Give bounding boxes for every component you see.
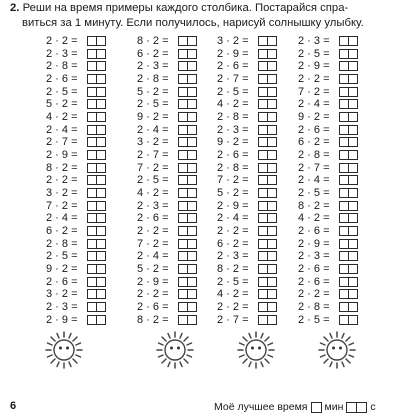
answer-box[interactable] — [258, 289, 268, 299]
answer-box[interactable] — [178, 201, 188, 211]
task-line-2: виться за 1 минуту. Если получилось, нарисуй солнышку улыбку. — [22, 17, 364, 29]
answer-box[interactable] — [87, 289, 97, 299]
answer-box[interactable] — [268, 264, 277, 274]
answer-box[interactable] — [188, 99, 197, 109]
example-expression: 6 · 2 = — [137, 47, 169, 60]
answer-box[interactable] — [178, 125, 188, 135]
answer-box[interactable] — [188, 74, 197, 84]
answer-box[interactable] — [258, 125, 268, 135]
answer-box[interactable] — [258, 251, 268, 261]
example-expression: 8 · 2 = — [137, 35, 169, 47]
answer-box[interactable] — [97, 36, 106, 46]
answer-box[interactable] — [258, 74, 268, 84]
answer-box[interactable] — [258, 302, 268, 312]
answer-box[interactable] — [268, 226, 277, 236]
answer-box[interactable] — [188, 302, 197, 312]
answer-box[interactable] — [97, 201, 106, 211]
answer-box[interactable] — [178, 226, 188, 236]
answer-box[interactable] — [97, 99, 106, 109]
answer-box[interactable] — [268, 201, 277, 211]
answer-box[interactable] — [339, 264, 349, 274]
example-expression: 2 · 6 = — [137, 301, 169, 314]
answer-box[interactable] — [87, 175, 97, 185]
page-number: 6 — [10, 400, 17, 412]
answer-box[interactable] — [268, 36, 277, 46]
answer-box[interactable] — [188, 61, 197, 71]
answer-box[interactable] — [258, 315, 268, 325]
answer-box[interactable] — [87, 49, 97, 59]
task-text — [10, 1, 414, 31]
example-expression: 2 · 3 = — [46, 47, 78, 60]
answer-box[interactable] — [339, 125, 349, 135]
answer-box[interactable] — [258, 49, 268, 59]
answer-box[interactable] — [97, 226, 106, 236]
answer-box[interactable] — [258, 188, 268, 198]
answer-box[interactable] — [188, 239, 197, 249]
answer-box[interactable] — [178, 99, 188, 109]
example-expression: 2 · 9 = — [298, 60, 330, 73]
answer-box[interactable] — [268, 87, 277, 97]
example-expression: 2 · 4 = — [298, 174, 330, 187]
example-expression: 4 · 2 = — [46, 111, 78, 124]
answer-box[interactable] — [178, 277, 188, 287]
answer-box[interactable] — [339, 87, 349, 97]
suns-row — [0, 330, 420, 380]
answer-box[interactable] — [268, 302, 277, 312]
answer-box[interactable] — [268, 74, 277, 84]
answer-box[interactable] — [339, 99, 349, 109]
answer-box[interactable] — [97, 188, 106, 198]
answer-box[interactable] — [258, 277, 268, 287]
answer-box[interactable] — [97, 251, 106, 261]
answer-box[interactable] — [188, 87, 197, 97]
answer-box[interactable] — [349, 239, 358, 249]
example-expression: 2 · 4 = — [217, 212, 249, 225]
min-label: мин — [324, 401, 344, 413]
answer-box[interactable] — [188, 163, 197, 173]
answer-box[interactable] — [339, 201, 349, 211]
example-expression: 4 · 2 = — [217, 288, 249, 301]
answer-box[interactable] — [188, 251, 197, 261]
answer-box[interactable] — [339, 315, 349, 325]
sec-label: с — [370, 401, 376, 413]
example-expression: 5 · 2 = — [137, 85, 169, 98]
answer-box[interactable] — [178, 289, 188, 299]
example-expression: 8 · 2 = — [46, 161, 78, 174]
answer-box[interactable] — [87, 188, 97, 198]
answer-box[interactable] — [188, 315, 197, 325]
answer-box[interactable] — [258, 150, 268, 160]
task-number: 2. — [10, 2, 20, 14]
example-expression: 2 · 8 = — [46, 237, 78, 250]
example-expression: 2 · 9 = — [217, 47, 249, 60]
answer-box[interactable] — [268, 188, 277, 198]
best-time-label: Моё лучшее время — [214, 401, 308, 413]
answer-box[interactable] — [258, 226, 268, 236]
example-expression: 2 · 6 = — [298, 275, 330, 288]
example-expression: 2 · 7 = — [46, 136, 78, 149]
answer-box[interactable] — [87, 74, 97, 84]
answer-box[interactable] — [87, 99, 97, 109]
answer-box[interactable] — [268, 175, 277, 185]
example-row — [137, 312, 197, 328]
example-expression: 2 · 6 = — [298, 225, 330, 238]
answer-box[interactable] — [97, 289, 106, 299]
answer-box[interactable] — [97, 49, 106, 59]
answer-box[interactable] — [87, 239, 97, 249]
answer-box[interactable] — [87, 315, 97, 325]
answer-box[interactable] — [349, 61, 358, 71]
example-expression: 2 · 9 = — [137, 275, 169, 288]
example-expression: 2 · 3 = — [217, 250, 249, 263]
answer-box[interactable] — [97, 87, 106, 97]
example-expression: 2 · 4 = — [46, 212, 78, 225]
answer-box[interactable] — [258, 213, 268, 223]
example-expression: 2 · 8 = — [217, 161, 249, 174]
example-expression: 2 · 5 = — [46, 85, 78, 98]
answer-box[interactable] — [97, 112, 106, 122]
example-expression: 2 · 5 = — [217, 275, 249, 288]
example-expression: 2 · 3 = — [298, 35, 330, 47]
example-expression: 7 · 2 = — [137, 161, 169, 174]
answer-box[interactable] — [178, 188, 188, 198]
example-expression: 8 · 2 = — [298, 199, 330, 212]
answer-box[interactable] — [178, 175, 188, 185]
answer-box[interactable] — [87, 264, 97, 274]
example-expression: 2 · 7 = — [298, 161, 330, 174]
answer-box[interactable] — [97, 125, 106, 135]
answer-box[interactable] — [178, 239, 188, 249]
answer-box[interactable] — [178, 251, 188, 261]
example-expression: 4 · 2 = — [137, 187, 169, 200]
answer-box[interactable] — [188, 226, 197, 236]
answer-box[interactable] — [349, 315, 358, 325]
example-expression: 2 · 3 = — [137, 199, 169, 212]
answer-box[interactable] — [188, 277, 197, 287]
answer-box[interactable] — [87, 163, 97, 173]
answer-box[interactable] — [178, 112, 188, 122]
answer-box[interactable] — [178, 150, 188, 160]
example-expression: 2 · 5 = — [137, 98, 169, 111]
sun-icon[interactable] — [44, 330, 84, 370]
answer-box[interactable] — [178, 163, 188, 173]
example-expression: 9 · 2 = — [46, 263, 78, 276]
example-expression: 2 · 3 = — [46, 301, 78, 314]
example-expression: 2 · 2 = — [137, 225, 169, 238]
answer-box[interactable] — [349, 49, 358, 59]
answer-box[interactable] — [339, 49, 349, 59]
answer-box[interactable] — [188, 289, 197, 299]
answer-box[interactable] — [87, 125, 97, 135]
example-expression: 5 · 2 = — [137, 263, 169, 276]
answer-box[interactable] — [97, 315, 106, 325]
answer-box[interactable] — [178, 87, 188, 97]
answer-box[interactable] — [258, 201, 268, 211]
example-expression: 2 · 5 = — [298, 47, 330, 60]
answer-box[interactable] — [339, 150, 349, 160]
answer-box[interactable] — [188, 49, 197, 59]
answer-box[interactable] — [268, 49, 277, 59]
example-expression: 2 · 5 = — [46, 250, 78, 263]
example-expression: 2 · 5 = — [137, 174, 169, 187]
example-expression: 2 · 7 = — [217, 73, 249, 85]
answer-box[interactable] — [178, 36, 188, 46]
example-expression: 2 · 2 = — [217, 225, 249, 238]
example-expression: 7 · 2 = — [46, 199, 78, 212]
example-expression: 2 · 2 = — [298, 73, 330, 85]
answer-box[interactable] — [97, 239, 106, 249]
answer-box[interactable] — [339, 61, 349, 71]
answer-box[interactable] — [188, 36, 197, 46]
example-expression: 6 · 2 = — [217, 237, 249, 250]
answer-box[interactable] — [349, 74, 358, 84]
answer-box[interactable] — [268, 112, 277, 122]
answer-box[interactable] — [268, 289, 277, 299]
example-expression: 7 · 2 = — [217, 174, 249, 187]
sun-icon[interactable] — [236, 330, 276, 370]
answer-box[interactable] — [268, 239, 277, 249]
example-expression: 7 · 2 = — [298, 85, 330, 98]
example-expression: 2 · 2 = — [46, 35, 78, 47]
example-expression: 4 · 2 = — [298, 212, 330, 225]
answer-box[interactable] — [268, 163, 277, 173]
example-expression: 2 · 8 = — [298, 149, 330, 162]
example-expression: 2 · 5 = — [298, 187, 330, 200]
example-expression: 4 · 2 = — [217, 98, 249, 111]
answer-box[interactable] — [188, 112, 197, 122]
example-expression: 2 · 6 = — [46, 275, 78, 288]
answer-box[interactable] — [178, 49, 188, 59]
example-expression: 2 · 3 = — [217, 123, 249, 136]
answer-box[interactable] — [349, 226, 358, 236]
example-expression: 2 · 9 = — [298, 237, 330, 250]
answer-box[interactable] — [87, 277, 97, 287]
answer-box[interactable] — [178, 137, 188, 147]
example-columns — [0, 33, 420, 326]
example-expression: 2 · 5 = — [217, 85, 249, 98]
answer-box[interactable] — [97, 175, 106, 185]
answer-box[interactable] — [97, 264, 106, 274]
example-expression: 2 · 3 = — [298, 250, 330, 263]
answer-box[interactable] — [268, 150, 277, 160]
answer-box[interactable] — [87, 112, 97, 122]
answer-box[interactable] — [339, 239, 349, 249]
example-expression: 9 · 2 = — [217, 136, 249, 149]
answer-box[interactable] — [87, 137, 97, 147]
example-expression: 2 · 7 = — [137, 149, 169, 162]
answer-box[interactable] — [97, 137, 106, 147]
example-expression: 2 · 2 = — [298, 288, 330, 301]
answer-box[interactable] — [349, 99, 358, 109]
example-expression: 3 · 2 = — [137, 136, 169, 149]
example-expression: 9 · 2 = — [298, 111, 330, 124]
example-row — [46, 312, 106, 328]
answer-box[interactable] — [178, 302, 188, 312]
answer-box[interactable] — [349, 163, 358, 173]
answer-box[interactable] — [87, 213, 97, 223]
answer-box[interactable] — [188, 125, 197, 135]
answer-box[interactable] — [97, 74, 106, 84]
answer-box[interactable] — [97, 163, 106, 173]
example-expression: 2 · 9 = — [46, 149, 78, 162]
answer-box[interactable] — [339, 213, 349, 223]
example-expression: 2 · 2 = — [137, 288, 169, 301]
best-time — [214, 401, 376, 413]
answer-box[interactable] — [87, 61, 97, 71]
answer-box[interactable] — [349, 137, 358, 147]
answer-box[interactable] — [339, 289, 349, 299]
answer-box[interactable] — [349, 251, 358, 261]
sun-icon[interactable] — [155, 330, 195, 370]
answer-box[interactable] — [268, 315, 277, 325]
example-expression: 2 · 3 = — [137, 60, 169, 73]
answer-box[interactable] — [339, 36, 349, 46]
example-expression: 2 · 4 = — [137, 123, 169, 136]
example-row — [217, 312, 277, 328]
answer-box[interactable] — [268, 125, 277, 135]
answer-box[interactable] — [258, 36, 268, 46]
answer-box[interactable] — [258, 87, 268, 97]
answer-box[interactable] — [258, 239, 268, 249]
answer-box[interactable] — [349, 112, 358, 122]
task-line-1: Реши на время примеры каждого столбика. Постарайся спра- — [22, 2, 349, 14]
answer-box[interactable] — [97, 150, 106, 160]
example-expression: 2 · 4 = — [46, 123, 78, 136]
example-expression: 2 · 6 = — [137, 212, 169, 225]
example-row — [298, 312, 358, 328]
example-expression: 2 · 8 = — [137, 73, 169, 85]
answer-box[interactable] — [258, 137, 268, 147]
sun-icon[interactable] — [317, 330, 357, 370]
answer-box[interactable] — [87, 150, 97, 160]
example-expression: 2 · 9 = — [46, 313, 78, 326]
answer-box[interactable] — [268, 213, 277, 223]
example-expression: 9 · 2 = — [137, 111, 169, 124]
answer-box[interactable] — [349, 264, 358, 274]
answer-box[interactable] — [339, 175, 349, 185]
answer-box[interactable] — [349, 201, 358, 211]
example-expression: 2 · 6 = — [217, 149, 249, 162]
answer-box[interactable] — [268, 137, 277, 147]
example-expression: 6 · 2 = — [298, 136, 330, 149]
answer-box[interactable] — [258, 99, 268, 109]
answer-box[interactable] — [97, 277, 106, 287]
example-expression: 2 · 5 = — [298, 313, 330, 326]
answer-box[interactable] — [339, 302, 349, 312]
answer-box[interactable] — [258, 112, 268, 122]
example-expression: 2 · 7 = — [217, 313, 249, 326]
answer-box[interactable] — [178, 74, 188, 84]
answer-box[interactable] — [188, 201, 197, 211]
answer-box[interactable] — [188, 150, 197, 160]
answer-box[interactable] — [97, 213, 106, 223]
example-expression: 2 · 9 = — [217, 199, 249, 212]
seconds-box-2[interactable] — [356, 402, 367, 413]
example-expression: 2 · 2 = — [46, 174, 78, 187]
answer-box[interactable] — [339, 226, 349, 236]
answer-box[interactable] — [258, 163, 268, 173]
answer-box[interactable] — [349, 213, 358, 223]
answer-box[interactable] — [87, 36, 97, 46]
answer-box[interactable] — [339, 277, 349, 287]
example-expression: 2 · 8 = — [298, 301, 330, 314]
answer-box[interactable] — [268, 251, 277, 261]
answer-box[interactable] — [258, 61, 268, 71]
answer-box[interactable] — [349, 36, 358, 46]
answer-box[interactable] — [268, 61, 277, 71]
answer-box[interactable] — [349, 188, 358, 198]
answer-box[interactable] — [339, 112, 349, 122]
answer-box[interactable] — [268, 277, 277, 287]
example-expression: 2 · 6 = — [298, 123, 330, 136]
example-expression: 6 · 2 = — [46, 225, 78, 238]
answer-box[interactable] — [339, 74, 349, 84]
answer-box[interactable] — [188, 213, 197, 223]
example-expression: 8 · 2 = — [217, 263, 249, 276]
example-expression: 2 · 6 = — [217, 60, 249, 73]
example-expression: 3 · 2 = — [46, 187, 78, 200]
answer-box[interactable] — [349, 277, 358, 287]
example-expression: 2 · 6 = — [298, 263, 330, 276]
answer-box[interactable] — [349, 302, 358, 312]
answer-box[interactable] — [268, 99, 277, 109]
answer-box[interactable] — [258, 264, 268, 274]
answer-box[interactable] — [349, 150, 358, 160]
answer-box[interactable] — [87, 302, 97, 312]
example-expression: 8 · 2 = — [137, 313, 169, 326]
answer-box[interactable] — [188, 264, 197, 274]
answer-box[interactable] — [87, 87, 97, 97]
answer-box[interactable] — [339, 188, 349, 198]
example-expression: 2 · 4 = — [137, 250, 169, 263]
example-expression: 2 · 6 = — [46, 73, 78, 85]
example-expression: 2 · 2 = — [217, 301, 249, 314]
answer-box[interactable] — [188, 175, 197, 185]
answer-box[interactable] — [178, 315, 188, 325]
answer-box[interactable] — [339, 251, 349, 261]
answer-box[interactable] — [178, 61, 188, 71]
answer-box[interactable] — [178, 264, 188, 274]
answer-box[interactable] — [349, 125, 358, 135]
answer-box[interactable] — [97, 302, 106, 312]
answer-box[interactable] — [258, 175, 268, 185]
answer-box[interactable] — [87, 251, 97, 261]
minutes-box[interactable] — [311, 402, 322, 413]
answer-box[interactable] — [339, 137, 349, 147]
answer-box[interactable] — [349, 175, 358, 185]
example-expression: 2 · 8 = — [217, 111, 249, 124]
example-expression: 5 · 2 = — [217, 187, 249, 200]
answer-box[interactable] — [87, 201, 97, 211]
example-expression: 2 · 4 = — [298, 98, 330, 111]
example-expression: 2 · 8 = — [46, 60, 78, 73]
answer-box[interactable] — [349, 87, 358, 97]
answer-box[interactable] — [178, 213, 188, 223]
example-expression: 3 · 2 = — [217, 35, 249, 47]
example-expression: 7 · 2 = — [137, 237, 169, 250]
answer-box[interactable] — [349, 289, 358, 299]
answer-box[interactable] — [97, 61, 106, 71]
answer-box[interactable] — [188, 188, 197, 198]
example-expression: 3 · 2 = — [46, 288, 78, 301]
answer-box[interactable] — [188, 137, 197, 147]
answer-box[interactable] — [339, 163, 349, 173]
answer-box[interactable] — [87, 226, 97, 236]
example-expression: 5 · 2 = — [46, 98, 78, 111]
